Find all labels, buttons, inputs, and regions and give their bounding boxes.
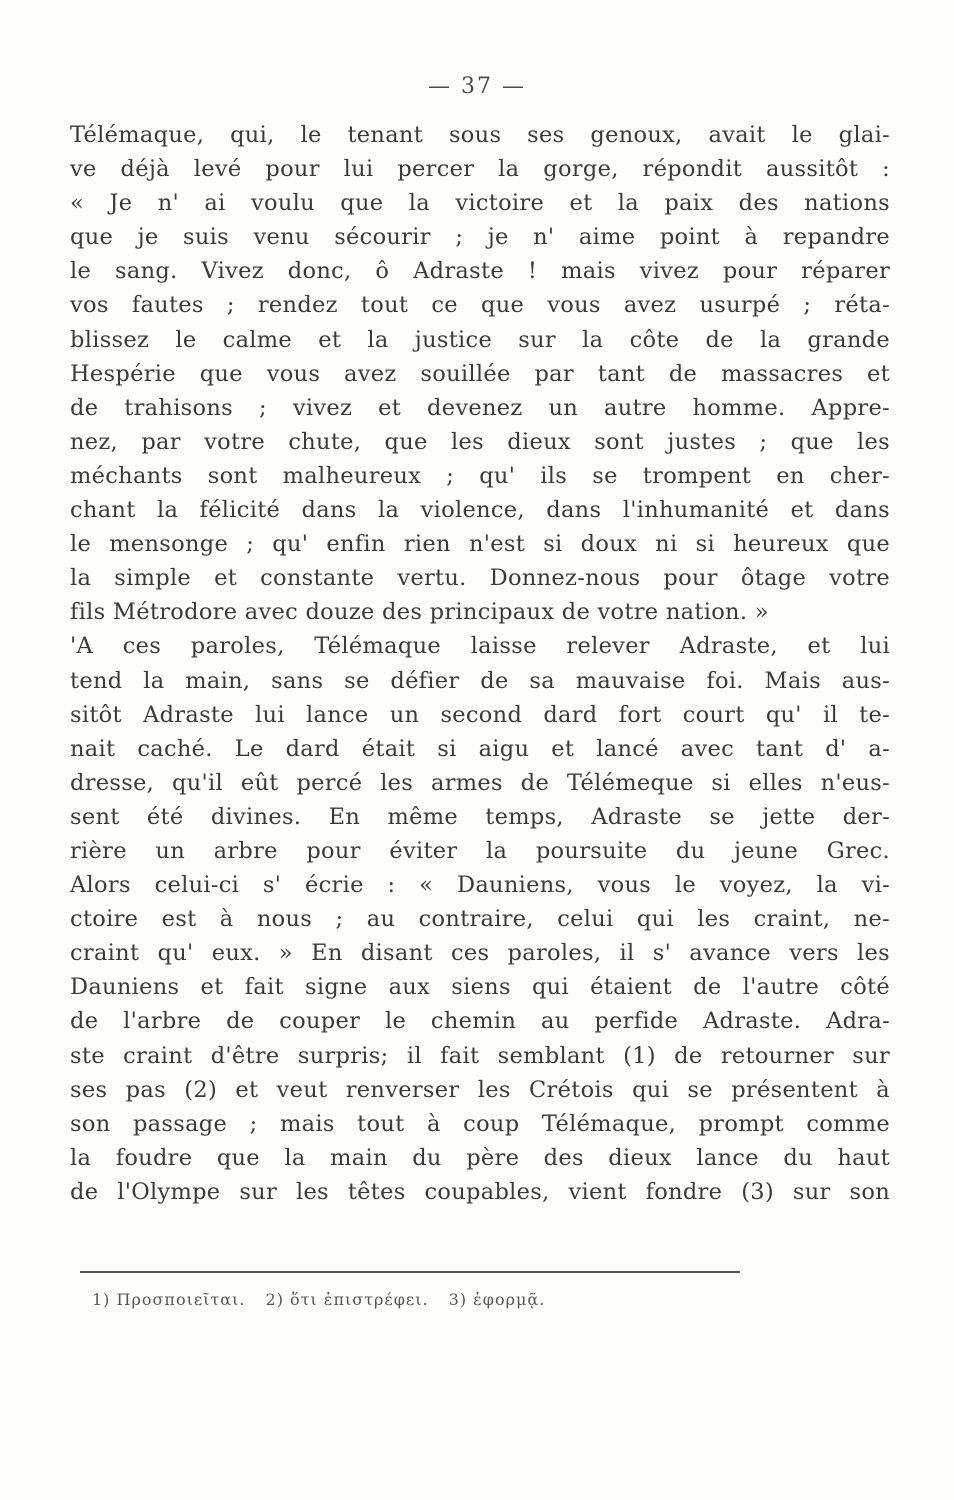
page-number: — 37 — (428, 74, 526, 99)
text-line: Hespérie que vous avez souillée par tant de massacres et (70, 360, 890, 387)
text-line: Dauniens et fait signe aux siens qui étaient de l'autre côté (70, 974, 890, 1001)
text-line: 'A ces paroles, Télémaque laisse relever Adraste, et lui (70, 633, 890, 660)
text-line: sitôt Adraste lui lance un second dard fort court qu' il te- (70, 701, 890, 728)
text-line: Alors celui-ci s' écrie : « Dauniens, vous le voyez, la vi- (70, 872, 890, 899)
text-line: de trahisons ; vivez et devenez un autre homme. Appre- (70, 394, 890, 421)
footnotes (92, 1290, 559, 1309)
text-line: de l'Olympe sur les têtes coupables, vient fondre (3) sur son (70, 1178, 890, 1205)
text-line: chant la félicité dans la violence, dans l'inhumanité et dans (70, 497, 890, 524)
text-line: vos fautes ; rendez tout ce que vous avez usurpé ; réta- (70, 292, 890, 319)
footnote-1: 1) Προσποιεῖται. (92, 1290, 246, 1309)
text-line: de l'arbre de couper le chemin au perfide Adraste. Adra- (70, 1008, 890, 1035)
text-line: blissez le calme et la justice sur la côte de la grande (70, 326, 890, 353)
text-line: craint qu' eux. » En disant ces paroles, il s' avance vers les (70, 940, 890, 967)
text-line: nait caché. Le dard était si aigu et lancé avec tant d' a- (70, 735, 890, 762)
text-line: ste craint d'être surpris; il fait semblant (1) de retourner sur (70, 1042, 890, 1069)
text-line: fils Métrodore avec douze des principaux de votre nation. » (70, 599, 769, 626)
footnote-3: 3) ἐφορμᾷ. (448, 1290, 546, 1309)
footnote-divider (80, 1271, 740, 1273)
text-line: tend la main, sans se défier de sa mauvaise foi. Mais aus- (70, 667, 890, 694)
text-line: nez, par votre chute, que les dieux sont justes ; que les (70, 428, 890, 455)
footnote-2: 2) ὅτι ἐπιστρέφει. (265, 1290, 429, 1309)
text-line: « Je n' ai voulu que la victoire et la paix des nations (70, 190, 890, 217)
text-line: ses pas (2) et veut renverser les Crétois qui se présentent à (70, 1076, 890, 1103)
text-line: Télémaque, qui, le tenant sous ses genoux, avait le glai- (70, 122, 890, 148)
text-line: rière un arbre pour éviter la poursuite du jeune Grec. (70, 837, 890, 864)
text-line: méchants sont malheureux ; qu' ils se trompent en cher- (70, 462, 890, 489)
text-line: le sang. Vivez donc, ô Adraste ! mais vivez pour réparer (70, 258, 890, 285)
text-line: ctoire est à nous ; au contraire, celui qui les craint, ne- (70, 906, 890, 933)
text-line: ve déjà levé pour lui percer la gorge, répondit aussitôt : (70, 156, 890, 183)
text-line: son passage ; mais tout à coup Télémaque, prompt comme (70, 1110, 890, 1137)
text-line: la simple et constante vertu. Donnez-nous pour ôtage votre (70, 565, 890, 592)
body-text (70, 118, 890, 1209)
text-line: sent été divines. En même temps, Adraste se jette der- (70, 803, 890, 830)
text-line: que je suis venu sécourir ; je n' aime point à repandre (70, 224, 890, 251)
text-line: dresse, qu'il eût percé les armes de Télémeque si elles n'eus- (70, 769, 890, 796)
text-line: la foudre que la main du père des dieux lance du haut (70, 1144, 890, 1171)
text-line: le mensonge ; qu' enfin rien n'est si doux ni si heureux que (70, 531, 890, 558)
